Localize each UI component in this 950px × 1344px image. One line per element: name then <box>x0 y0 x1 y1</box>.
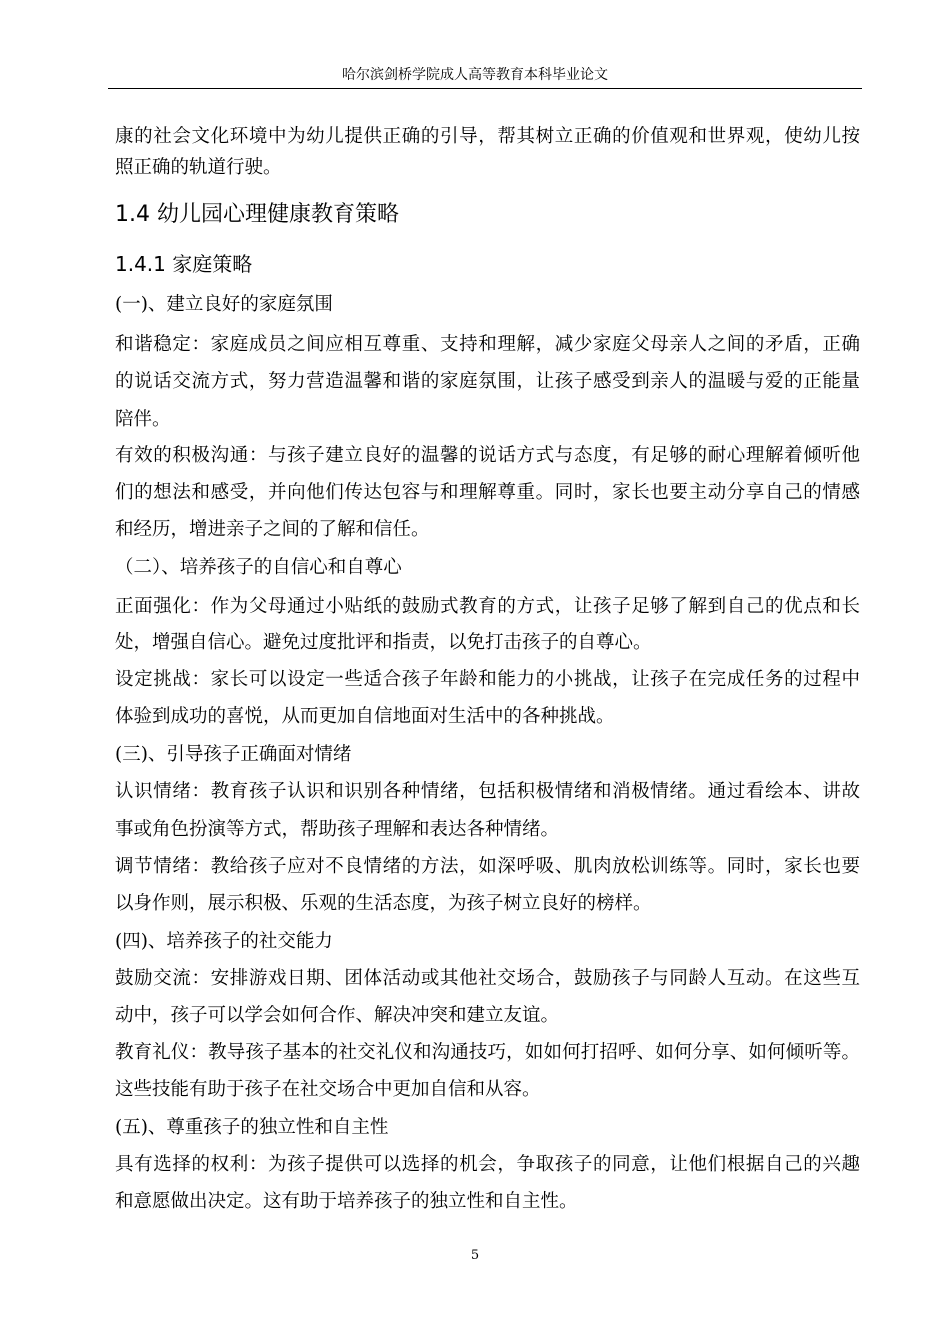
text-line: 以身作则，展示积极、乐观的生活态度，为孩子树立良好的榜样。 <box>115 893 652 914</box>
header-rule <box>108 88 862 89</box>
text-line: 调节情绪：教给孩子应对不良情绪的方法，如深呼吸、肌肉放松训练等。同时，家长也要 <box>115 856 860 877</box>
page-number: 5 <box>470 1248 480 1263</box>
running-header: 哈尔滨剑桥学院成人高等教育本科毕业论文 <box>342 67 608 83</box>
text-line: 1.4.1 家庭策略 <box>115 252 253 276</box>
text-line: (三)、引导孩子正确面对情绪 <box>115 744 352 765</box>
text-line: 有效的积极沟通：与孩子建立良好的温馨的说话方式与态度，有足够的耐心理解着倾听他 <box>115 445 860 466</box>
text-line: 认识情绪：教育孩子认识和识别各种情绪，包括积极情绪和消极情绪。通过看绘本、讲故 <box>115 781 860 802</box>
text-line: 康的社会文化环境中为幼儿提供正确的引导，帮其树立正确的价值观和世界观，使幼儿按 <box>115 126 860 147</box>
text-line: 1.4 幼儿园心理健康教育策略 <box>115 202 399 227</box>
text-line: (一)、建立良好的家庭氛围 <box>115 294 333 315</box>
text-line: 动中，孩子可以学会如何合作、解决冲突和建立友谊。 <box>115 1005 560 1026</box>
text-line: 处，增强自信心。避免过度批评和指责，以免打击孩子的自尊心。 <box>115 632 652 653</box>
text-line: 体验到成功的喜悦，从而更加自信地面对生活中的各种挑战。 <box>115 706 615 727</box>
text-line: 教育礼仪：教导孩子基本的社交礼仪和沟通技巧，如如何打招呼、如何分享、如何倾听等。 <box>115 1042 860 1063</box>
text-line: 陪伴。 <box>115 409 171 430</box>
text-line: (四)、培养孩子的社交能力 <box>115 931 333 952</box>
text-line: 正面强化：作为父母通过小贴纸的鼓励式教育的方式，让孩子足够了解到自己的优点和长 <box>115 596 860 617</box>
text-line: （二）、培养孩子的自信心和自尊心 <box>115 557 402 578</box>
text-line: 照正确的轨道行驶。 <box>115 157 282 178</box>
text-line: 和意愿做出决定。这有助于培养孩子的独立性和自主性。 <box>115 1191 578 1212</box>
text-line: 和谐稳定：家庭成员之间应相互尊重、支持和理解，减少家庭父母亲人之间的矛盾，正确 <box>115 334 860 355</box>
text-line: 事或角色扮演等方式，帮助孩子理解和表达各种情绪。 <box>115 819 560 840</box>
text-line: 这些技能有助于孩子在社交场合中更加自信和从容。 <box>115 1079 541 1100</box>
text-line: 们的想法和感受，并向他们传达包容与和理解尊重。同时，家长也要主动分享自己的情感 <box>115 482 860 503</box>
text-line: (五)、尊重孩子的独立性和自主性 <box>115 1117 389 1138</box>
text-line: 鼓励交流：安排游戏日期、团体活动或其他社交场合，鼓励孩子与同龄人互动。在这些互 <box>115 968 860 989</box>
text-line: 具有选择的权利：为孩子提供可以选择的机会，争取孩子的同意，让他们根据自己的兴趣 <box>115 1154 860 1175</box>
text-line: 设定挑战：家长可以设定一些适合孩子年龄和能力的小挑战，让孩子在完成任务的过程中 <box>115 669 860 690</box>
text-line: 的说话交流方式，努力营造温馨和谐的家庭氛围，让孩子感受到亲人的温暖与爱的正能量 <box>115 371 860 392</box>
text-line: 和经历，增进亲子之间的了解和信任。 <box>115 519 430 540</box>
